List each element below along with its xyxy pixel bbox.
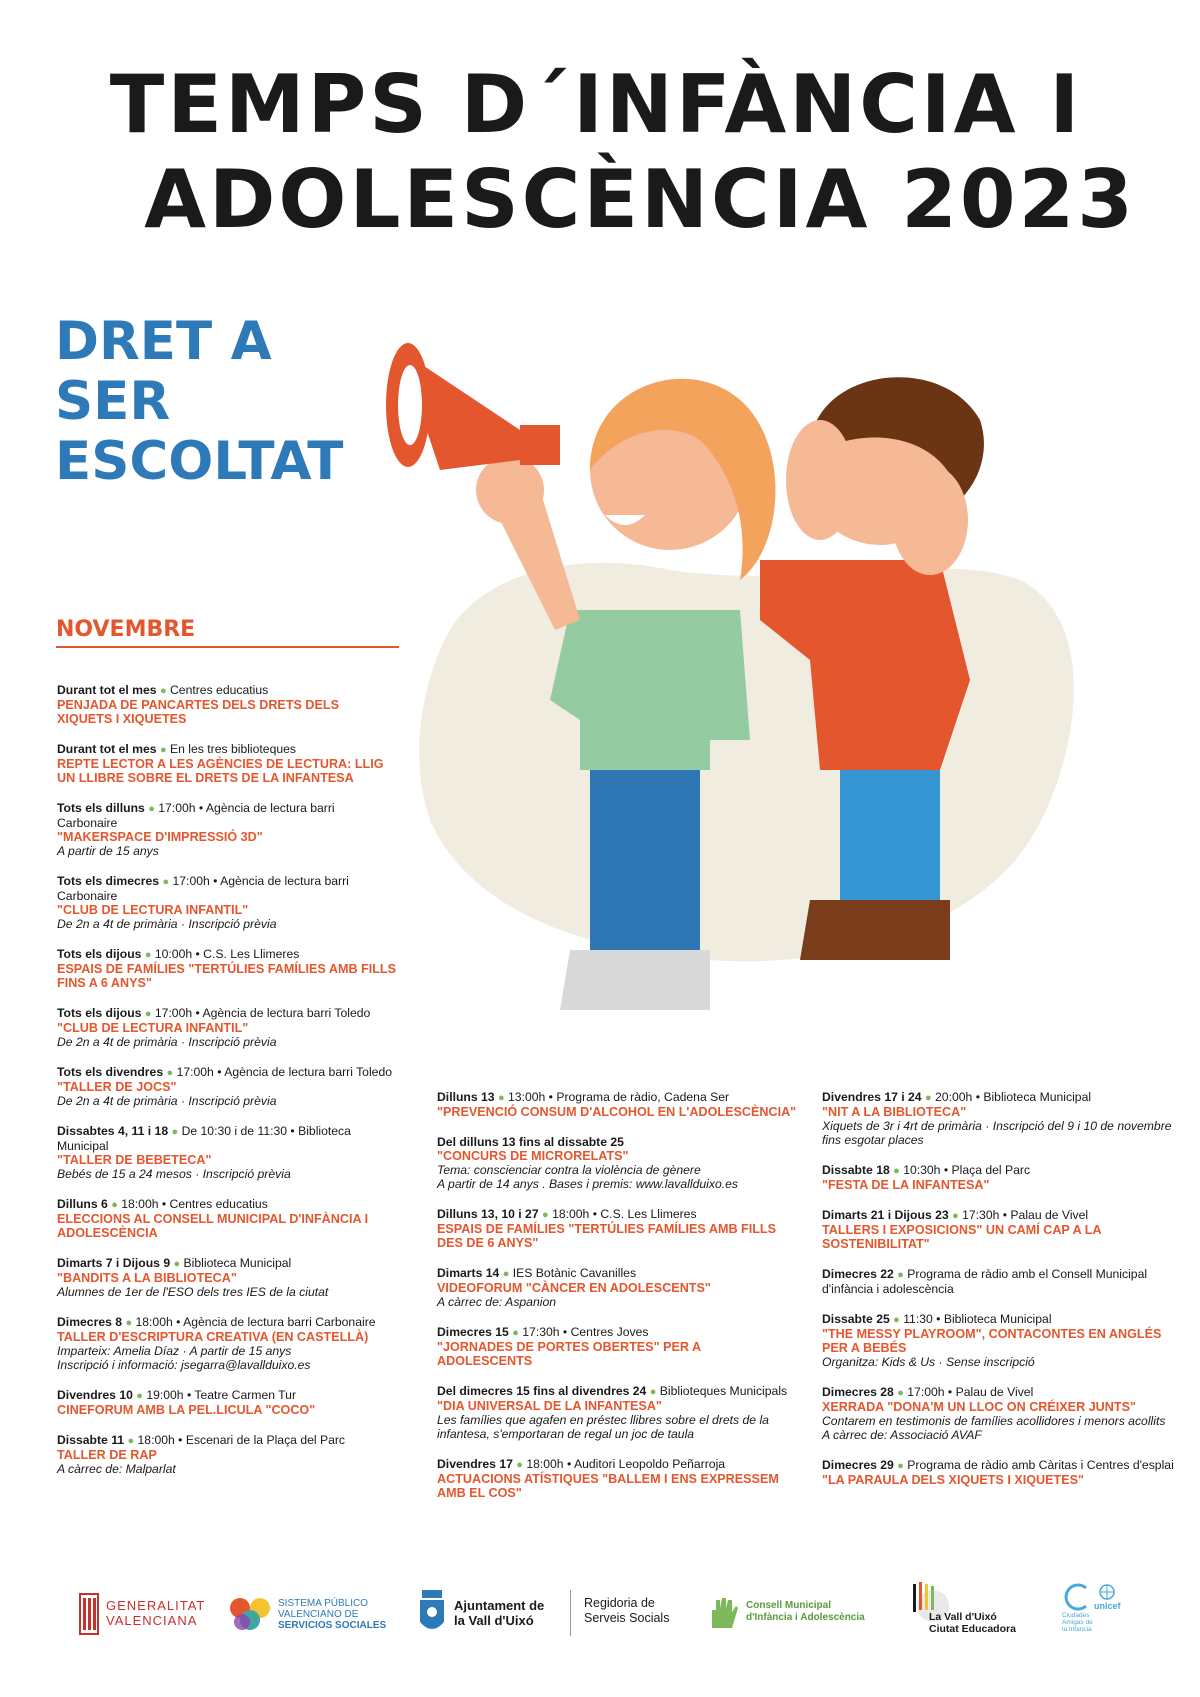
event-date: Dilluns 6 [57,1197,108,1211]
bullet-icon: ● [127,1435,135,1447]
bullet-icon: ● [497,1092,505,1104]
event-place: 20:00h • Biblioteca Municipal [935,1090,1092,1104]
subtitle-line2: SER [55,371,171,432]
event-place: Biblioteques Municipals [659,1384,788,1398]
event-item [437,1325,797,1368]
event-note-organizer: A càrrec de: Associació AVAF [822,1428,982,1442]
event-date: Dissabte 18 [822,1163,890,1177]
events-column-3 [822,1090,1182,1503]
event-note: Bebés de 15 a 24 mesos · Inscripció prèvia [57,1167,291,1181]
cai-line1: Ciudades [1062,1612,1090,1619]
event-title: "CLUB DE LECTURA INFANTIL" [57,1021,249,1035]
cai-line2: Amigas de [1062,1619,1093,1626]
event-place: 18:00h • C.S. Les Llimeres [552,1207,697,1221]
event-date: Durant tot el mes [57,683,157,697]
month-heading: NOVEMBRE [56,617,196,642]
event-item [57,1388,397,1417]
event-title: "DIA UNIVERSAL DE LA INFANTESA" [437,1399,662,1413]
ajuntament-line2: la Vall d'Uixó [454,1613,534,1628]
event-item [57,1433,397,1476]
educadora-line1: La Vall d'Uixó [929,1611,997,1623]
event-date: Durant tot el mes [57,742,157,756]
event-item [57,1006,397,1049]
event-note: A partir de 15 anys [57,844,159,858]
events-column-2 [437,1090,797,1516]
event-date: Dilluns 13, 10 i 27 [437,1207,539,1221]
event-title: TALLER D'ESCRIPTURA CREATIVA (EN CASTELLÀ) [57,1330,369,1344]
event-place: IES Botànic Cavanilles [512,1266,637,1280]
event-date: Dimarts 7 i Dijous 9 [57,1256,171,1270]
event-note: Tema: conscienciar contra la violència de gènere [437,1163,701,1177]
event-date: Dimecres 29 [822,1458,894,1472]
bullet-icon: ● [649,1386,657,1398]
bullet-icon: ● [159,744,167,756]
ciudades-amigas-icon [1062,1582,1092,1612]
event-place: 17:00h • Agència de lectura barri Toledo [176,1065,393,1079]
event-place: Centres educatius [170,683,269,697]
event-date: Del dimecres 15 fins al divendres 24 [437,1384,647,1398]
gva-line2: VALENCIANA [106,1613,198,1628]
bullet-icon: ● [952,1210,959,1222]
logo-consell-municipal [704,1594,865,1630]
event-note: A càrrec de: Aspanion [437,1295,557,1309]
event-date: Tots els dilluns [57,801,145,815]
subtitle-line1: DRET A [55,311,272,372]
sss-line2: VALENCIANO DE [278,1608,359,1620]
bullet-icon: ● [512,1327,519,1339]
bullet-icon: ● [171,1126,179,1138]
event-place: 10:00h • C.S. Les Llimeres [154,947,300,961]
event-item [822,1385,1182,1442]
event-title: ESPAIS DE FAMÍLIES "TERTÚLIES FAMÍLIES AMB FILLS DES DE 6 ANYS" [437,1222,777,1250]
event-title: "TALLER DE JOCS" [57,1080,177,1094]
event-note: De 2n a 4t de primària · Inscripció prèvia [57,917,277,931]
event-note-bases: A partir de 14 anys . Bases i premis: www.lavallduixo.es [437,1177,738,1191]
month-divider [56,646,399,648]
event-title: CINEFORUM AMB LA PEL.LICULA "COCO" [57,1403,316,1417]
event-item [57,1065,397,1108]
event-title: ELECCIONS AL CONSELL MUNICIPAL D'INFÀNCIA I ADOLESCÈNCIA [57,1212,369,1240]
unicef-globe-icon [1098,1583,1116,1601]
event-date: Divendres 17 i 24 [822,1090,922,1104]
logo-servicios-sociales [228,1594,386,1634]
event-date: Tots els dimecres [57,874,160,888]
bullet-icon: ● [897,1460,904,1472]
bullet-icon: ● [148,803,155,815]
event-item [437,1384,797,1441]
megaphone-handle [520,425,560,465]
logo-divider [570,1590,571,1636]
megaphone-inner [398,365,422,445]
bullet-icon: ● [166,1067,174,1079]
event-place: 17:00h • Agència de lectura barri Carbonaire [57,801,335,830]
logo-ciutat-educadora [905,1580,1016,1636]
logo-ajuntament [418,1588,544,1638]
event-item [57,1124,397,1181]
event-item [822,1163,1182,1192]
bullet-icon: ● [924,1092,932,1104]
event-title: PENJADA DE PANCARTES DELS DRETS DELS XIQUETS I XIQUETES [57,698,339,726]
bullet-icon: ● [893,1165,900,1177]
bullet-icon: ● [159,685,167,697]
event-date: Dimecres 15 [437,1325,509,1339]
ajuntament-crest-icon [418,1588,446,1638]
servicios-sociales-icon [228,1594,272,1634]
event-title: "FESTA DE LA INFANTESA" [822,1178,990,1192]
bullet-icon: ● [516,1459,523,1471]
events-column-1 [57,683,397,1492]
event-date: Divendres 10 [57,1388,133,1402]
event-item [822,1458,1182,1487]
bullet-icon: ● [893,1314,900,1326]
event-note: Les famílies que agafen en préstec llibres sobre el drets de la infantesa, s'emportaran de regal un joc de taula [437,1413,769,1441]
event-title: VIDEOFORUM "CÀNCER EN ADOLESCENTS" [437,1281,711,1295]
event-item [57,801,397,858]
event-place: 17:00h • Palau de Vivel [907,1385,1034,1399]
event-date: Dimecres 22 [822,1267,894,1281]
event-item [822,1267,1182,1296]
event-title: "THE MESSY PLAYROOM", CONTACONTES EN ANGLÉS PER A BEBÉS [822,1327,1162,1355]
event-place: 10:30h • Plaça del Parc [903,1163,1031,1177]
event-date: Tots els dijous [57,1006,142,1020]
event-date: Dimarts 14 [437,1266,500,1280]
event-note: Xiquets de 3r i 4rt de primària · Inscripció del 9 i 10 de novembre fins esgotar places [822,1119,1172,1147]
event-place: 13:00h • Programa de ràdio, Cadena Ser [508,1090,730,1104]
event-item [437,1090,797,1119]
event-place: 18:00h • Agència de lectura barri Carbonaire [135,1315,376,1329]
consell-line1: Consell Municipal [746,1600,832,1611]
page-title-line1: TEMPS D´INFÀNCIA I [109,58,1083,151]
event-note: De 2n a 4t de primària · Inscripció prèvia [57,1094,277,1108]
event-item [57,947,397,990]
event-date: Dissabte 11 [57,1433,125,1447]
event-title: TALLER DE RAP [57,1448,157,1462]
event-title: "JORNADES DE PORTES OBERTES" PER A ADOLESCENTS [437,1340,701,1368]
event-item [57,1315,397,1372]
regidoria-line2: Serveis Socials [584,1611,670,1625]
bullet-icon: ● [136,1390,143,1402]
hand-icon [704,1594,740,1630]
bullet-icon: ● [144,1008,152,1020]
event-title: ESPAIS DE FAMÍLIES "TERTÚLIES FAMÍLIES AMB FILLS FINS A 6 ANYS" [57,962,397,990]
event-place: De 10:30 i de 11:30 • Biblioteca Municipal [57,1124,351,1153]
bullet-icon: ● [897,1387,904,1399]
event-note: Alumnes de 1er de l'ESO dels tres IES de la ciutat [57,1285,329,1299]
unicef-label: unicef [1094,1601,1121,1611]
event-title: "PREVENCIÓ CONSUM D'ALCOHOL EN L'ADOLESCÈNCIA" [437,1105,797,1119]
event-place: Programa de ràdio amb Càritas i Centres d'esplai [907,1458,1174,1472]
event-place: 18:00h • Auditori Leopoldo Peñarroja [526,1457,726,1471]
event-note: A càrrec de: Malparlat [57,1462,176,1476]
bullet-icon: ● [502,1268,510,1280]
event-place: 17:30h • Palau de Vivel [962,1208,1089,1222]
girl-fist [476,456,544,524]
event-item [822,1090,1182,1147]
event-place: 18:00h • Escenari de la Plaça del Parc [137,1433,346,1447]
event-item [822,1312,1182,1369]
event-date: Dilluns 13 [437,1090,495,1104]
kids-megaphone-illustration [380,320,1140,1060]
ajuntament-line1: Ajuntament de [454,1598,545,1613]
event-place: En les tres biblioteques [170,742,297,756]
event-title: "TALLER DE BEBETECA" [57,1153,212,1167]
event-place: Biblioteca Municipal [183,1256,292,1270]
event-title: "BANDITS A LA BIBLIOTECA" [57,1271,237,1285]
event-title: "CONCURS DE MICRORELATS" [437,1149,629,1163]
event-title: "CLUB DE LECTURA INFANTIL" [57,903,249,917]
event-title: REPTE LECTOR A LES AGÈNCIES DE LECTURA: LLIG UN LLIBRE SOBRE EL DRETS DE LA INFANTESA [57,757,384,785]
generalitat-emblem-icon [78,1590,100,1636]
event-title: TALLERS I EXPOSICIONS" UN CAMÍ CAP A LA SOSTENIBILITAT" [822,1223,1102,1251]
boy-legs [840,760,940,920]
event-place: 11:30 • Biblioteca Municipal [903,1312,1052,1326]
bullet-icon: ● [144,949,152,961]
megaphone [386,343,560,470]
boy-cheek-hand [892,465,968,575]
bullet-icon: ● [162,876,170,888]
event-date: Dimarts 21 i Dijous 23 [822,1208,949,1222]
event-note: Contarem en testimonis de famílies acollidores i menors acollits [822,1414,1166,1428]
sss-line3: SERVICIOS SOCIALES [278,1619,387,1631]
event-title: "LA PARAULA DELS XIQUETS I XIQUETES" [822,1473,1084,1487]
event-place: Programa de ràdio amb el Consell Municipal d'infància i adolescència [822,1267,1148,1296]
event-note-contact: Inscripció i informació: jsegarra@lavallduixo.es [57,1358,311,1372]
event-item [57,742,397,785]
bullet-icon: ● [542,1209,549,1221]
educadora-line2: Ciutat Educadora [929,1623,1016,1635]
event-date: Tots els dijous [57,947,142,961]
event-place: 18:00h • Centres educatius [121,1197,268,1211]
event-date: Dissabte 25 [822,1312,890,1326]
boy-hand [786,420,854,540]
event-place: 17:00h • Agència de lectura barri Carbonaire [57,874,349,903]
sss-line1: SISTEMA PÚBLICO [278,1597,369,1609]
event-item [437,1207,797,1250]
event-title: "NIT A LA BIBLIOTECA" [822,1105,967,1119]
subtitle [55,312,343,492]
bullet-icon: ● [125,1317,133,1329]
bullet-icon: ● [111,1199,118,1211]
event-title: ACTUACIONS ATÍSTIQUES "BALLEM I ENS EXPRESSEM AMB EL COS" [437,1472,779,1500]
event-date: Dissabtes 4, 11 i 18 [57,1124,169,1138]
sponsor-logos [0,1580,1200,1680]
event-title: XERRADA "DONA'M UN LLOC ON CRÉIXER JUNTS" [822,1400,1136,1414]
event-date: Del dilluns 13 fins al dissabte 25 [437,1135,624,1149]
event-date: Tots els divendres [57,1065,164,1079]
subtitle-line3: ESCOLTAT [55,431,344,492]
event-title: "MAKERSPACE D'IMPRESSIÓ 3D" [57,830,263,844]
page-title-line2: ADOLESCÈNCIA 2023 [144,153,1136,246]
event-date: Dimecres 28 [822,1385,894,1399]
bullet-icon: ● [897,1269,904,1281]
event-date: Divendres 17 [437,1457,513,1471]
event-item [57,683,397,726]
cai-line3: la Infancia [1062,1626,1092,1633]
logo-unicef [1062,1582,1121,1633]
regidoria-line1: Regidoria de [584,1596,655,1610]
background-blob [419,563,1074,961]
event-item [57,1197,397,1240]
girl-legs [590,760,700,960]
logo-regidoria [584,1596,669,1626]
logo-generalitat [78,1590,205,1636]
event-item [57,1256,397,1299]
event-date: Dimecres 8 [57,1315,123,1329]
event-note: Organitza: Kids & Us · Sense inscripció [822,1355,1035,1369]
event-item [437,1457,797,1500]
event-place: 19:00h • Teatre Carmen Tur [146,1388,297,1402]
event-item [437,1135,797,1191]
boy-shoes [800,900,950,960]
event-item [822,1208,1182,1251]
event-item [437,1266,797,1309]
girl-shoes [560,950,710,1010]
event-note: Imparteix: Amelia Díaz · A partir de 15 anys [57,1344,292,1358]
event-place: 17:00h • Agència de lectura barri Toledo [154,1006,371,1020]
consell-line2: d'Infància i Adolescència [746,1612,865,1623]
event-item [57,874,397,931]
event-place: 17:30h • Centres Joves [522,1325,649,1339]
event-note: De 2n a 4t de primària · Inscripció prèvia [57,1035,277,1049]
bullet-icon: ● [173,1258,181,1270]
gva-line1: GENERALITAT [106,1598,206,1613]
